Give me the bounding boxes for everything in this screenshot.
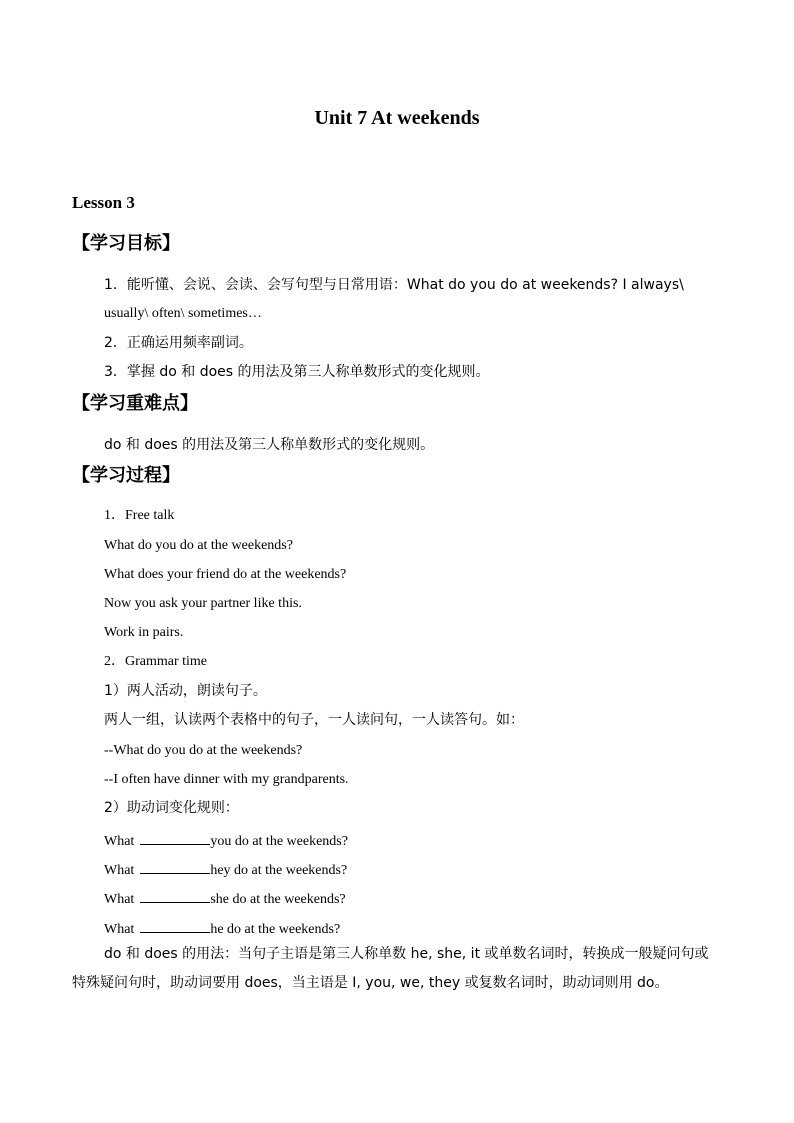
fill-blank-prefix: What: [104, 834, 135, 849]
fill-blank-suffix: he do at the weekends?: [210, 922, 341, 937]
objective-item-3: 3．掌握 do 和 does 的用法及第三人称单数形式的变化规则。: [104, 364, 490, 380]
objective-item-2: 2．正确运用频率副词。: [104, 335, 253, 351]
fill-blank-line: [104, 888, 346, 909]
free-talk-line: Now you ask your partner like this.: [104, 596, 302, 611]
answer-blank[interactable]: [140, 888, 210, 903]
fill-blank-prefix: What: [104, 892, 135, 907]
objective-item-1-line-2: usually\ often\ sometimes…: [104, 306, 262, 321]
dialog-answer: --I often have dinner with my grandparents.: [104, 772, 349, 787]
activity-2-title: 2）助动词变化规则：: [104, 800, 239, 816]
fill-blank-prefix: What: [104, 922, 135, 937]
key-points-heading: 【学习重难点】: [72, 393, 198, 414]
answer-blank[interactable]: [140, 859, 210, 874]
fill-blank-prefix: What: [104, 863, 135, 878]
lesson-label: Lesson 3: [72, 193, 135, 212]
free-talk-line: What do you do at the weekends?: [104, 538, 293, 553]
answer-blank[interactable]: [140, 830, 210, 845]
free-talk-line: What does your friend do at the weekends?: [104, 567, 347, 582]
activity-1-title: 1）两人活动，朗读句子。: [104, 683, 267, 699]
activity-1-description: 两人一组，认读两个表格中的句子，一人读问句，一人读答句。如：: [104, 712, 524, 728]
free-talk-title: 1．Free talk: [104, 508, 175, 523]
usage-note-paragraph: do 和 does 的用法：当句子主语是第三人称单数 he, she, it 或单数名词时，转换成一般疑问句或特殊疑问句时，助动词要用 does，当主语是 I, you, we, they 或复数名词时，助动词则用 do。: [72, 946, 709, 991]
fill-blank-suffix: you do at the weekends?: [210, 834, 348, 849]
dialog-question: --What do you do at the weekends?: [104, 743, 303, 758]
fill-blank-suffix: hey do at the weekends?: [210, 863, 348, 878]
process-heading: 【学习过程】: [72, 465, 180, 486]
key-points-text: do 和 does 的用法及第三人称单数形式的变化规则。: [104, 437, 435, 453]
free-talk-line: Work in pairs.: [104, 625, 184, 640]
fill-blank-suffix: she do at the weekends?: [210, 892, 346, 907]
objectives-heading: 【学习目标】: [72, 233, 180, 254]
grammar-time-title: 2．Grammar time: [104, 654, 208, 669]
fill-blank-line: [104, 918, 340, 939]
objective-item-1-line-1: 1．能听懂、会说、会读、会写句型与日常用语：What do you do at weekends? I always\: [104, 277, 684, 293]
fill-blank-line: [104, 859, 347, 880]
answer-blank[interactable]: [140, 918, 210, 933]
fill-blank-line: [104, 830, 348, 851]
document-title: Unit 7 At weekends: [314, 107, 480, 129]
